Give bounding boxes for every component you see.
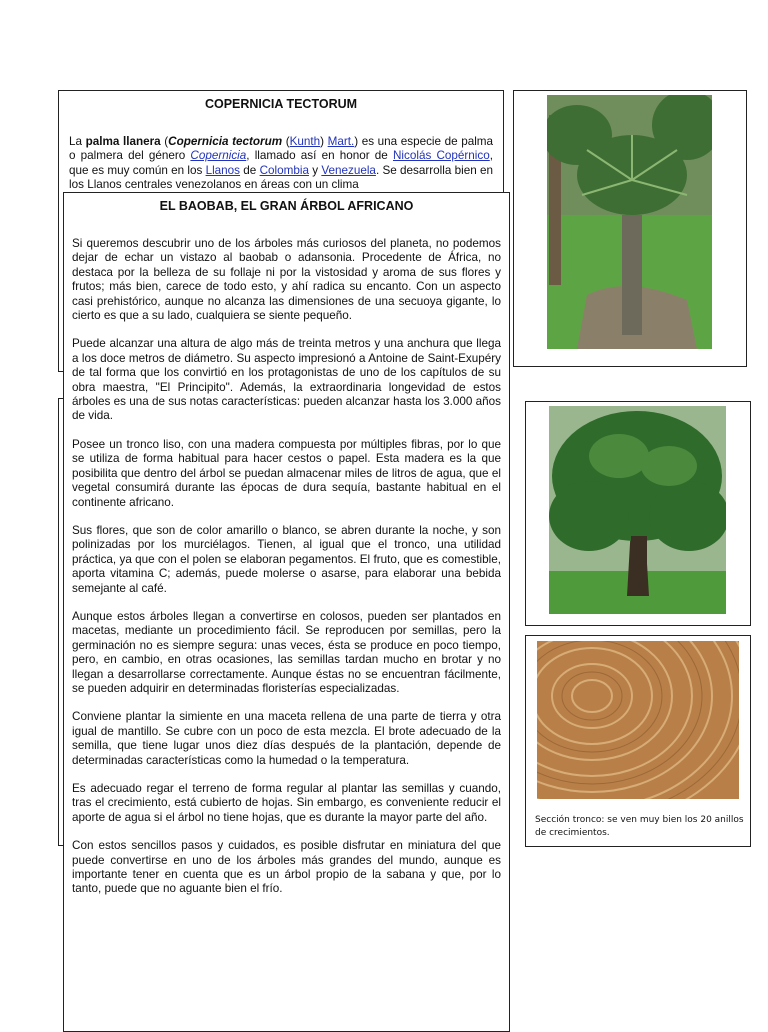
baobab-section	[63, 192, 510, 1032]
trunk-caption: Sección tronco: se ven muy bien los 20 anillos de crecimientos.	[535, 815, 744, 838]
text-run: , llamado así en honor de	[246, 149, 393, 163]
text-run: , que es muy común en los	[69, 149, 494, 177]
text-run: (	[282, 135, 290, 148]
text-run: . Se desarrolla bien en los Llanos centrales venezolanos en áreas con un clima	[69, 163, 493, 192]
text-run: y	[308, 163, 322, 177]
scientific-name: Copernicia tectorum	[168, 135, 283, 148]
text-run: ) es una especie de palma o palmera del género	[69, 135, 494, 163]
baobab-paragraph-8: Con estos sencillos pasos y cuidados, es posible disfrutar en miniatura del que puede convertirse en uno de los árboles más grandes del mundo, aunque es importante tener en cuenta que es un árbol propio de la sabana y que, por lo tanto, puede que no aguante bien el frío.	[72, 839, 501, 896]
baobab-paragraph-3: Posee un tronco liso, con una madera compuesta por múltiples fibras, por lo que se utiliza de forma habitual para hacer cestos o papel. Esta madera es la que posibilita que dentro del árbol se puedan almacenar miles de litros de agua, que el vegetal consumirá durante las épocas de dura sequía, bastante habitual en el continente africano.	[72, 437, 501, 509]
baobab-paragraph-5: Aunque estos árboles llegan a convertirse en colosos, pueden ser plantados en macetas, mediante un procedimiento fácil. Se reproducen por semillas, pero la germinación no es siempre segura: unas veces, ésta se produce en poco tiempo, pero, en cambio, en otras ocasiones, las semillas tardan mucho en brotar y no llegan a desarrollarse correctamente. Aunque éstas no se encuentran fácilmente, se pueden adquirir en determinadas floristerías especializadas.	[72, 609, 501, 695]
link-venezuela[interactable]: Venezuela	[321, 163, 376, 177]
link-llanos[interactable]: Llanos	[205, 163, 241, 177]
link-nicolas-copernico[interactable]: Nicolás Copérnico	[392, 149, 490, 163]
palm-image-frame	[513, 90, 747, 367]
common-name: palma llanera	[85, 135, 161, 148]
trunk-image-frame	[525, 635, 751, 847]
link-colombia[interactable]: Colombia	[259, 163, 309, 177]
link-mart[interactable]: Mart.	[327, 135, 355, 148]
baobab-title: EL BAOBAB, EL GRAN ÁRBOL AFRICANO	[159, 199, 414, 213]
baobab-paragraph-1: Si queremos descubrir uno de los árboles más curiosos del planeta, no podemos dejar de echar un vistazo al baobab o adansonia. Procedente de África, no destaca por la belleza de su follaje ni por la vistosidad y aroma de sus flores y frutos; más bien, carece de todo esto, y ahí radica su encanto. Con un aspecto casi prehistórico, aunque no alcanza las dimensiones de una secuoya gigante, lo cierto es que a su lado, cualquiera se siente pequeño.	[72, 237, 501, 323]
copernicia-paragraph	[69, 135, 493, 193]
text-run: La	[69, 135, 86, 148]
link-kunth[interactable]: Kunth	[289, 135, 321, 148]
text-run: (	[160, 135, 169, 148]
palm-tree-image	[547, 95, 712, 349]
baobab-paragraph-4: Sus flores, que son de color amarillo o blanco, se abren durante la noche, y son polinizadas por los murciélagos. Tienen, al igual que el tronco, una utilidad práctica, ya que con el polen se elaboran pegamentos. El fruto, que es comestible, aporta vitamina C; además, puede molerse o asarse, para elaborar una bebida semejante al café.	[72, 523, 501, 595]
baobab-tree-image	[549, 406, 726, 614]
baobab-paragraph-6: Conviene plantar la simiente en una maceta rellena de una parte de tierra y otra igual de mantillo. Se cubre con un poco de esta mezcla. El brote adecuado de la semilla, que tiene lugar unos diez días después de la plantación, depende de determinadas características como la humedad o la temperatura.	[72, 710, 501, 767]
baobab-paragraph-7: Es adecuado regar el terreno de forma regular al plantar las semillas y cuando, tras el crecimiento, está cubierto de hojas. Sin embargo, es conveniente reducir el aporte de agua si el árbol no tiene hojas, que es durante la mayor parte del año.	[72, 782, 501, 824]
tree-image-frame	[525, 401, 751, 626]
trunk-section-image	[537, 641, 739, 799]
baobab-paragraph-2: Puede alcanzar una altura de algo más de treinta metros y una anchura que llega a los doce metros de diámetro. Su aspecto impresionó a Antoine de Saint-Exupéry de tal forma que los convirtió en los protagonistas de uno de los capítulos de su obra maestra, "El Principito". Además, la extraordinaria longevidad de estos árboles es una de sus notas características: pueden alcanzar hasta los 3.000 años de vida.	[72, 337, 501, 423]
text-run: )	[320, 135, 328, 148]
copernicia-title: COPERNICIA TECTORUM	[204, 97, 358, 111]
text-run: de	[240, 163, 260, 177]
link-text: Copernicia	[190, 149, 247, 163]
link-copernicia[interactable]	[190, 149, 246, 162]
